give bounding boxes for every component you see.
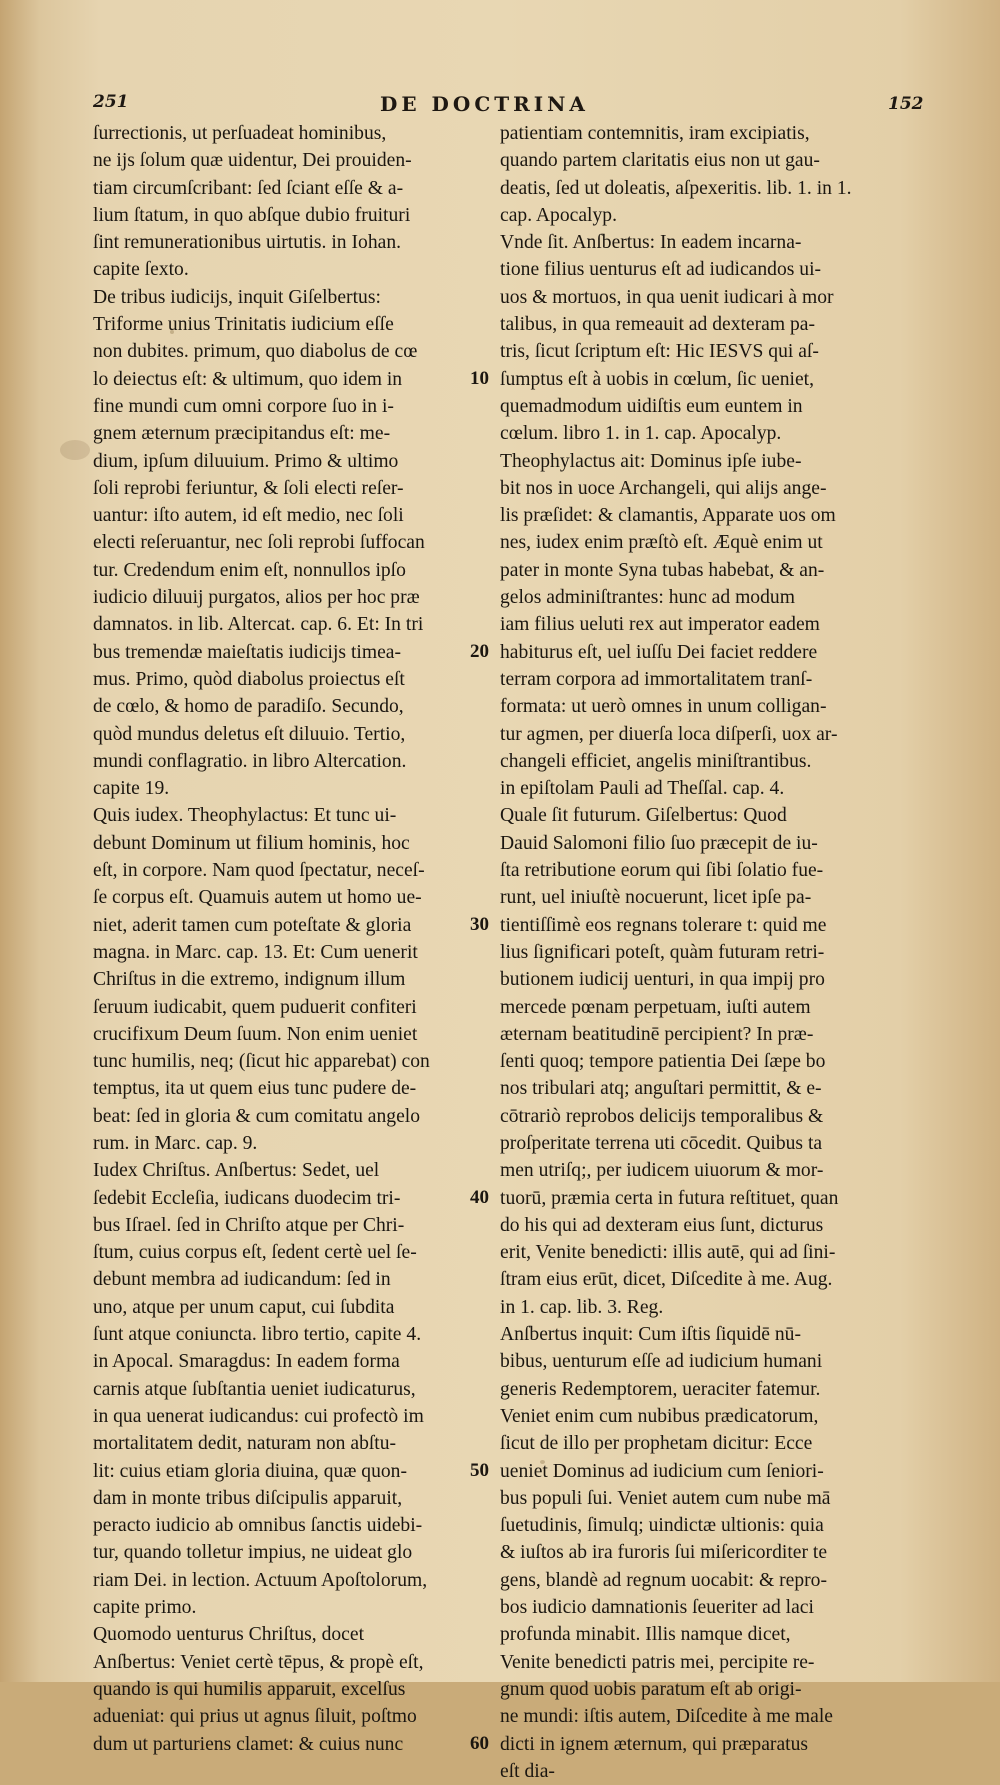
right-column	[500, 120, 870, 1785]
text-line: do his qui ad dexteram eius ſunt, dicturus	[500, 1214, 824, 1236]
text-line: ſuetudinis, ſimulq; uindictæ ultionis: quia	[500, 1515, 824, 1537]
text-line: adueniat: qui prius ut agnus ſiluit, poſtmo	[93, 1706, 417, 1728]
line-number: 30	[470, 913, 489, 935]
text-line: gnum quod uobis paratum eſt ab origi-	[500, 1678, 802, 1700]
text-line: capite primo.	[93, 1597, 197, 1619]
text-line: quando partem claritatis eius non ut gau-	[500, 150, 820, 172]
text-line: fine mundi cum omni corpore ſuo in i-	[93, 395, 394, 417]
text-line: nes, iudex enim præſtò eſt. Æquè enim ut	[500, 532, 823, 554]
text-line: in epiſtolam Pauli ad Theſſal. cap. 4.	[500, 778, 785, 800]
text-line: quemadmodum uidiſtis eum euntem in	[500, 395, 803, 417]
folio-left: 251	[93, 92, 129, 112]
text-line: cœlum. libro 1. in 1. cap. Apocalyp.	[500, 423, 782, 445]
text-line: Quis iudex. Theophylactus: Et tunc ui-	[93, 805, 397, 827]
text-line: iudicio diluuij purgatos, alios per hoc præ	[93, 587, 420, 609]
text-line: ſe corpus eſt. Quamuis autem ut homo ue-	[93, 887, 422, 909]
text-line: ſta retributione eorum qui ſibi ſolatio fue-	[500, 860, 824, 882]
text-line: talibus, in qua remeauit ad dexteram pa-	[500, 314, 816, 336]
text-line: deatis, ſed ut doleatis, aſpexeritis. lib. 1. in 1.	[500, 177, 852, 199]
text-line: eſt dia-	[500, 1760, 555, 1782]
text-line: Iudex Chriſtus. Anſbertus: Sedet, uel	[93, 1160, 380, 1182]
text-line: ſunt atque coniuncta. libro tertio, capite 4.	[93, 1324, 422, 1346]
text-line: bibus, uenturum eſſe ad iudicium humani	[500, 1351, 823, 1373]
text-line: ſoli reprobi feriuntur, & ſoli electi reſer-	[93, 477, 404, 499]
text-line: iam filius ueluti rex aut imperator eadem	[500, 614, 820, 636]
text-line: mus. Primo, quòd diabolus proiectus eſt	[93, 668, 405, 690]
text-line: bus populi ſui. Veniet autem cum nube mā	[500, 1487, 831, 1509]
text-line: peracto iudicio ab omnibus ſanctis uidebi-	[93, 1515, 423, 1537]
text-line: damnatos. in lib. Altercat. cap. 6. Et: In tri	[93, 614, 424, 636]
text-line: ne ijs ſolum quæ uidentur, Dei prouiden-	[93, 150, 412, 172]
text-line: mercede pœnam perpetuam, iuſti autem	[500, 996, 811, 1018]
text-line: Anſbertus: Veniet certè tēpus, & propè eſt,	[93, 1651, 424, 1673]
text-line: lit: cuius etiam gloria diuina, quæ quon-	[93, 1460, 407, 1482]
text-line: ſtum, cuius corpus eſt, ſedent certè uel ſe-	[93, 1242, 417, 1264]
text-line: tuorū, præmia certa in futura reſtituet, quan	[500, 1187, 839, 1209]
text-line: ſedebit Eccleſia, iudicans duodecim tri-	[93, 1187, 401, 1209]
text-line: Veniet enim cum nubibus prædicatorum,	[500, 1405, 819, 1427]
text-line: debunt membra ad iudicandum: ſed in	[93, 1269, 391, 1291]
text-line: rum. in Marc. cap. 9.	[93, 1132, 258, 1154]
text-line: terram corpora ad immortalitatem tranſ-	[500, 668, 813, 690]
text-line: tunc humilis, neq; (ſicut hic apparebat) con	[93, 1051, 430, 1073]
text-line: lium ſtatum, in quo abſque dubio fruituri	[93, 204, 411, 226]
text-line: tur agmen, per diuerſa loca diſperſi, uox ar-	[500, 723, 838, 745]
text-line: men utriſq;, per iudicem uiuorum & mor-	[500, 1160, 824, 1182]
text-line: riam Dei. in lection. Actuum Apoſtolorum,	[93, 1569, 428, 1591]
text-line: & iuſtos ab ira furoris ſui miſericorditer te	[500, 1542, 828, 1564]
text-line: uos & mortuos, in qua uenit iudicari à mor	[500, 286, 834, 308]
text-line: tris, ſicut ſcriptum eſt: Hic IESVS qui aſ-	[500, 341, 819, 363]
text-line: bus tremendæ maieſtatis iudicijs timea-	[93, 641, 401, 663]
paper-stain	[60, 440, 90, 460]
left-column	[93, 120, 468, 1758]
text-line: de cœlo, & homo de paradiſo. Secundo,	[93, 696, 404, 718]
text-line: ſurrectionis, ut perſuadeat hominibus,	[93, 123, 387, 144]
line-number: 40	[470, 1186, 489, 1208]
text-line: dam in monte tribus diſcipulis apparuit,	[93, 1487, 403, 1509]
folio-right: 152	[888, 94, 924, 114]
text-line: Vnde ſit. Anſbertus: In eadem incarna-	[500, 232, 802, 254]
text-line: ſenti quoq; tempore patientia Dei ſæpe bo	[500, 1051, 826, 1073]
text-line: dium, ipſum diluuium. Primo & ultimo	[93, 450, 399, 472]
text-line: in qua uenerat iudicandus: cui profectò im	[93, 1405, 424, 1427]
text-line: mundi conflagratio. in libro Altercation.	[93, 750, 407, 772]
text-line: dicti in ignem æternum, qui præparatus	[500, 1733, 809, 1755]
text-line: habiturus eſt, uel iuſſu Dei faciet reddere	[500, 641, 818, 663]
text-line: pater in monte Syna tubas habebat, & an-	[500, 559, 825, 581]
text-line: ſumptus eſt à uobis in cœlum, ſic ueniet,	[500, 368, 814, 390]
line-number: 60	[470, 1732, 489, 1754]
text-line: tur, quando tolletur impius, ne uideat glo	[93, 1542, 413, 1564]
text-line: ſint remunerationibus uirtutis. in Iohan.	[93, 232, 402, 254]
text-line: bus Iſrael. ſed in Chriſto atque per Chri-	[93, 1214, 405, 1236]
text-line: gnem æternum præcipitandus eſt: me-	[93, 423, 391, 445]
text-line: lis præſidet: & clamantis, Apparate uos om	[500, 505, 836, 527]
text-line: generis Redemptorem, ueraciter fatemur.	[500, 1378, 821, 1400]
text-line: tiam circumſcribant: ſed ſciant eſſe & a-	[93, 177, 404, 199]
text-line: carnis atque ſubſtantia ueniet iudicaturus,	[93, 1378, 416, 1400]
text-line: Chriſtus in die extremo, indignum illum	[93, 969, 406, 991]
text-line: bit nos in uoce Archangeli, qui alijs ange-	[500, 477, 827, 499]
text-line: De tribus iudicijs, inquit Giſelbertus:	[93, 286, 381, 308]
text-line: Quomodo uenturus Chriſtus, docet	[93, 1624, 365, 1646]
text-line: patientiam contemnitis, iram excipiatis,	[500, 123, 810, 144]
text-line: formata: ut uerò omnes in unum colligan-	[500, 696, 827, 718]
text-line: uantur: iſto autem, id eſt medio, nec ſoli	[93, 505, 404, 527]
text-line: proſperitate terrena uti cōcedit. Quibus ta	[500, 1132, 823, 1154]
line-number: 20	[470, 640, 489, 662]
line-number: 50	[470, 1459, 489, 1481]
text-line: æternam beatitudinē percipient? In præ-	[500, 1023, 814, 1045]
text-line: uno, atque per unum caput, cui ſubdita	[93, 1296, 395, 1318]
text-line: ſtram eius erūt, dicet, Diſcedite à me. Aug.	[500, 1269, 833, 1291]
text-line: butionem iudicij uenturi, in qua impij pro	[500, 969, 825, 991]
text-line: bos iudicio damnationis ſeueriter ad laci	[500, 1597, 814, 1619]
text-line: lo deiectus eſt: & ultimum, quo idem in	[93, 368, 403, 390]
text-line: cap. Apocalyp.	[500, 204, 617, 226]
running-header	[0, 92, 1000, 122]
text-line: tione filius uenturus eſt ad iudicandos ui-	[500, 259, 822, 281]
text-line: ſicut de illo per prophetam dicitur: Ecce	[500, 1433, 813, 1455]
text-line: nos tribulari atq; anguſtari permittit, & e-	[500, 1078, 822, 1100]
text-line: capite ſexto.	[93, 259, 189, 281]
text-line: Theophylactus ait: Dominus ipſe iube-	[500, 450, 802, 472]
text-line: temptus, ita ut quem eius tunc pudere de-	[93, 1078, 417, 1100]
text-line: debunt Dominum ut filium hominis, hoc	[93, 832, 410, 854]
text-line: quando is qui humilis apparuit, excelſus	[93, 1678, 406, 1700]
running-title: DE DOCTRINA	[380, 92, 589, 116]
text-line: gelos adminiſtrantes: hunc ad modum	[500, 587, 795, 609]
text-line: non dubites. primum, quo diabolus de cœ	[93, 341, 418, 363]
text-line: niet, aderit tamen cum poteſtate & gloria	[93, 914, 412, 936]
line-number: 10	[470, 367, 489, 389]
text-line: dum ut parturiens clamet: & cuius nunc	[93, 1733, 404, 1755]
text-line: in Apocal. Smaragdus: In eadem forma	[93, 1351, 400, 1373]
text-line: beat: ſed in gloria & cum comitatu angelo	[93, 1105, 421, 1127]
text-line: crucifixum Deum ſuum. Non enim ueniet	[93, 1023, 418, 1045]
text-line: erit, Venite benedicti: illis autē, qui ad ſini-	[500, 1242, 836, 1264]
text-line: changeli efficiet, angelis miniſtrantibus.	[500, 750, 812, 772]
text-line: mortalitatem dedit, naturam non abſtu-	[93, 1433, 397, 1455]
text-line: capite 19.	[93, 778, 170, 800]
text-line: electi reſeruantur, nec ſoli reprobi ſuffocan	[93, 532, 425, 554]
text-line: magna. in Marc. cap. 13. Et: Cum uenerit	[93, 941, 418, 963]
text-line: Anſbertus inquit: Cum iſtis ſiquidē nū-	[500, 1324, 801, 1346]
text-line: Triforme unius Trinitatis iudicium eſſe	[93, 314, 394, 336]
text-line: Venite benedicti patris mei, percipite re-	[500, 1651, 815, 1673]
text-line: eſt, in corpore. Nam quod ſpectatur, neceſ-	[93, 860, 425, 882]
text-line: Dauid Salomoni filio ſuo præcepit de iu-	[500, 832, 818, 854]
text-line: in 1. cap. lib. 3. Reg.	[500, 1296, 664, 1318]
text-line: runt, uel iniuſtè nocuerunt, licet ipſe pa-	[500, 887, 812, 909]
text-line: lius ſignificari poteſt, quàm futuram retri-	[500, 941, 825, 963]
text-line: cōtrariò reprobos delicijs temporalibus &	[500, 1105, 824, 1127]
text-line: gens, blandè ad regnum uocabit: & repro-	[500, 1569, 827, 1591]
text-line: ſeruum iudicabit, quem puduerit confiteri	[93, 996, 417, 1018]
text-line: profunda minabit. Illis namque dicet,	[500, 1624, 791, 1646]
text-line: ne mundi: iſtis autem, Diſcedite à me male	[500, 1706, 833, 1728]
text-line: Quale ſit futurum. Giſelbertus: Quod	[500, 805, 787, 827]
text-line: quòd mundus deletus eſt diluuio. Tertio,	[93, 723, 406, 745]
text-line: tientiſſimè eos regnans tolerare t: quid me	[500, 914, 827, 936]
text-line: ueniet Dominus ad iudicium cum ſeniori-	[500, 1460, 824, 1482]
text-line: tur. Credendum enim eſt, nonnullos ipſo	[93, 559, 406, 581]
